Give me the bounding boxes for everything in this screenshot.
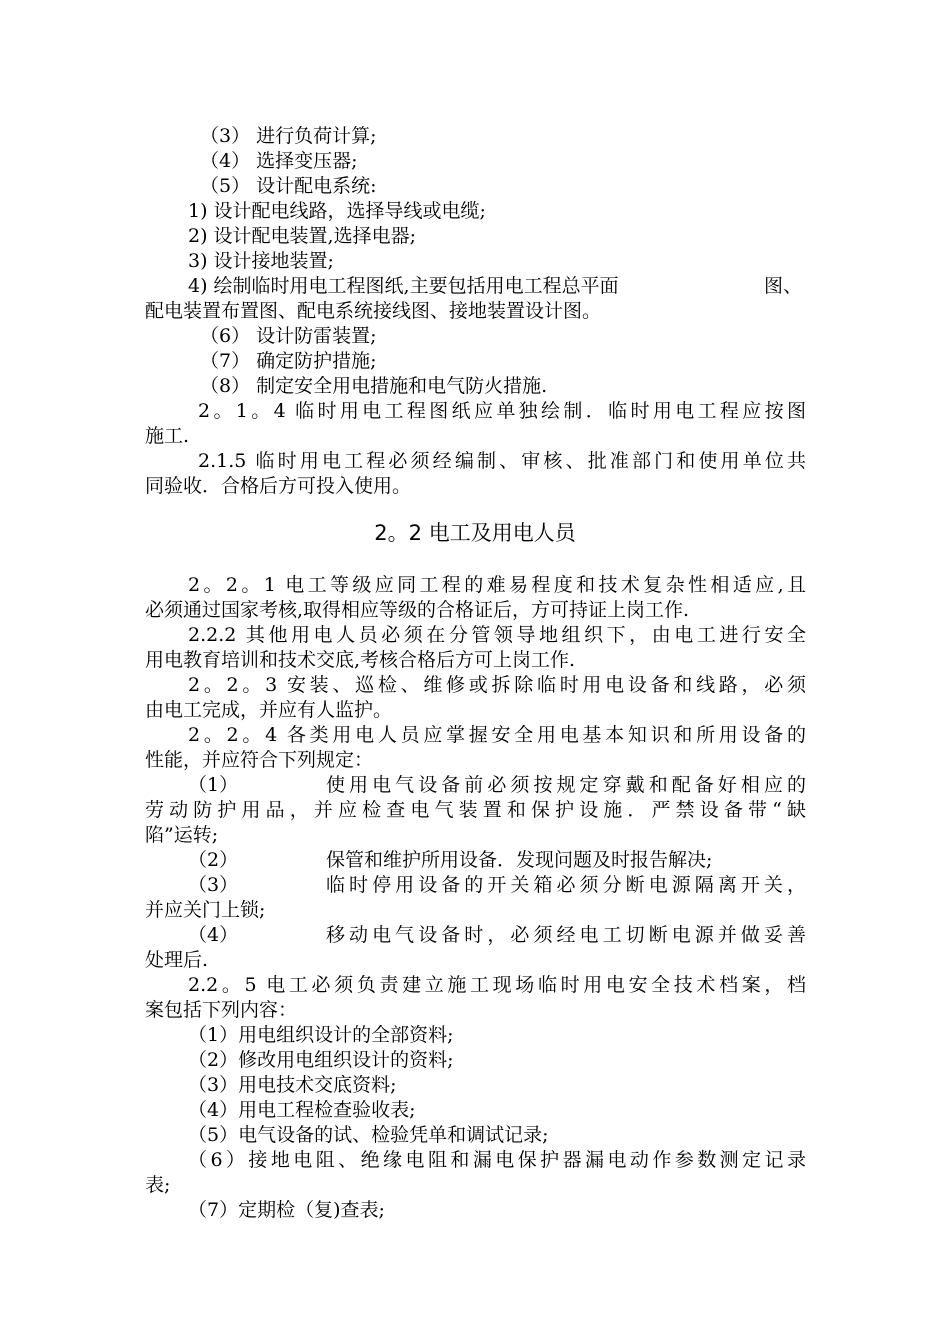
paragraph-line: 2。2。1 电工等级应同工程的难易程度和技术复杂性相适应,且 — [188, 574, 806, 596]
list-item: （3）用电技术交底资料; — [188, 1074, 397, 1096]
list-item: 1) 设计配电线路，选择导线或电缆; — [188, 200, 486, 222]
list-item: （4）用电工程检查验收表; — [188, 1099, 416, 1121]
paragraph-line: 由电工完成，并应有人监护。 — [145, 699, 393, 721]
paragraph-line: 用电教育培训和技术交底,考核合格后方可上岗工作. — [145, 649, 576, 671]
list-item: 3) 设计接地装置; — [188, 250, 334, 272]
list-item: 2) 设计配电装置,选择电器; — [188, 225, 416, 247]
list-number: （2） — [188, 849, 239, 871]
list-item: 4) 绘制临时用电工程图纸,主要包括用电工程总平面 — [188, 275, 619, 297]
list-item: （6）接地电阻、绝缘电阻和漏电保护器漏电动作参数测定记录 — [188, 1149, 806, 1171]
list-item: 使用电气设备前必须按规定穿戴和配备好相应的 — [326, 774, 806, 796]
paragraph-line: 处理后. — [145, 949, 209, 971]
list-item: （8） 制定安全用电措施和电气防火措施. — [200, 375, 548, 397]
paragraph-line: 2.2。5 电工必须负责建立施工现场临时用电安全技术档案，档 — [188, 974, 806, 996]
paragraph-line: 2.1.5 临时用电工程必须经编制、审核、批准部门和使用单位共 — [198, 450, 806, 472]
list-item: （5）电气设备的试、检验凭单和调试记录; — [188, 1124, 549, 1146]
paragraph-line: 劳动防护用品，并应检查电气装置和保护设施．严禁设备带“缺 — [145, 799, 806, 821]
list-item: （2）修改用电组织设计的资料; — [188, 1049, 454, 1071]
list-item: （3） 进行负荷计算; — [200, 125, 377, 147]
list-item: 保管和维护所用设备．发现问题及时报告解决; — [326, 849, 713, 871]
list-item: 临时停用设备的开关箱必须分断电源隔离开关， — [326, 874, 806, 896]
list-item: （7） 确定防护措施; — [200, 350, 377, 372]
paragraph-line: 必须通过国家考核,取得相应等级的合格证后，方可持证上岗工作. — [145, 599, 690, 621]
list-item: （7）定期检（复)查表; — [188, 1199, 385, 1221]
paragraph-line: 性能，并应符合下列规定： — [145, 749, 374, 771]
paragraph-line: 施工. — [145, 425, 190, 447]
list-item: （4） 选择变压器; — [200, 150, 358, 172]
paragraph-line: 2.2.2 其他用电人员必须在分管领导地组织下，由电工进行安全 — [188, 624, 806, 646]
paragraph-line: 表; — [145, 1174, 171, 1196]
paragraph-line: 2。1。4 临时用电工程图纸应单独绘制．临时用电工程应按图 — [198, 400, 806, 422]
list-item: 移动电气设备时，必须经电工切断电源并做妥善 — [326, 924, 806, 946]
paragraph-line: 并应关门上锁; — [145, 899, 266, 921]
section-heading: 2。2 电工及用电人员 — [374, 521, 576, 545]
list-item-continuation: 图、 — [764, 275, 803, 297]
paragraph-line: 同验收．合格后方可投入使用。 — [145, 475, 412, 497]
paragraph-line: 陷”运转; — [145, 824, 219, 846]
list-item: （1）用电组织设计的全部资料; — [188, 1024, 454, 1046]
paragraph-line: 2。2。4 各类用电人员应掌握安全用电基本知识和所用设备的 — [188, 724, 806, 746]
list-number: （3） — [188, 874, 239, 896]
list-number: （1） — [188, 774, 239, 796]
paragraph-line: 案包括下列内容： — [145, 999, 298, 1021]
paragraph-line: 2。2。3 安装、巡检、维修或拆除临时用电设备和线路，必须 — [188, 674, 806, 696]
list-number: （4） — [188, 924, 239, 946]
list-item: （6） 设计防雷装置; — [200, 325, 377, 347]
paragraph-line: 配电装置布置图、配电系统接线图、接地装置设计图。 — [145, 300, 602, 322]
list-item: （5） 设计配电系统: — [200, 175, 377, 197]
